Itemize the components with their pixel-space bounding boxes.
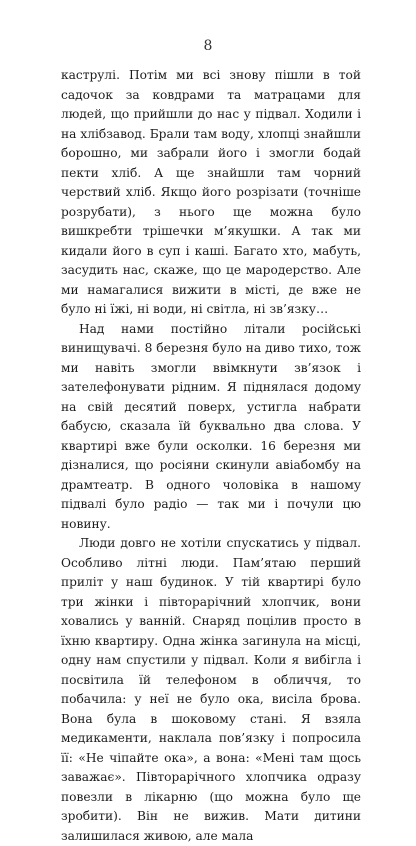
paragraph-continuation: каструлі. Потім ми всі знову пішли в той садочок за ковдрами та матрацами для людей, що прийшли до нас у підвал. Ходили і на хлібзавод. Брали там воду, хлопці знайшли борошно, ми забрали його і змогли бодай пекти хліб. А ще знайшли там чорний черствий хліб. Якщо його розрізати (точніше розрубати), з нього ще можна було вишкребти трішечки м’якушки. А так ми кидали його в суп і каші. Багато хто, мабуть, засудить нас, скаже, що це мародерство. Але ми намагалися вижити в місті, де вже не було ні їжі, ні води, ні світла, ні зв’язку… (61, 68, 361, 316)
page-number: 8 (203, 38, 213, 54)
page-body-text (61, 66, 361, 846)
paragraph-fighter-jets: Над нами постійно літали російські винищувачі. 8 березня було на диво тихо, тож ми навіть змогли ввімкнути зв’язок і зателефонувати рідним. Я піднялася додому на свій десятий поверх, устигла набрати бабусю, сказала їй буквально два слова. У квартирі вже були осколки. 16 березня ми дізналися, що росіяни скинули авіабомбу на драмтеатр. В одного чоловіка в нашому підвалі було радіо — так ми і почули цю новину. (61, 321, 361, 531)
paragraph-basement-strike: Люди довго не хотіли спускатись у підвал. Особливо літні люди. Пам’ятаю перший приліт у наш будинок. У тій квартирі було три жінки і півторарічний хлопчик, вони ховались у ванній. Снаряд поцілив просто в їхню квартиру. Одна жінка загинула на місці, одну нам спустили у підвал. Коли я вибігла і посвітила їй телефоном в обличчя, то побачила: у неї не було ока, висіла брова. Вона була в шоковому стані. Я взяла медикаменти, наклала пов’язку і попросила її: «Не чіпайте ока», а вона: «Мені там щось заважає». Півторарічного хлопчика одразу повезли в лікарню (що можна було ще зробити). Він не вижив. Мати дитини залишилася живою, але мала (61, 536, 361, 843)
